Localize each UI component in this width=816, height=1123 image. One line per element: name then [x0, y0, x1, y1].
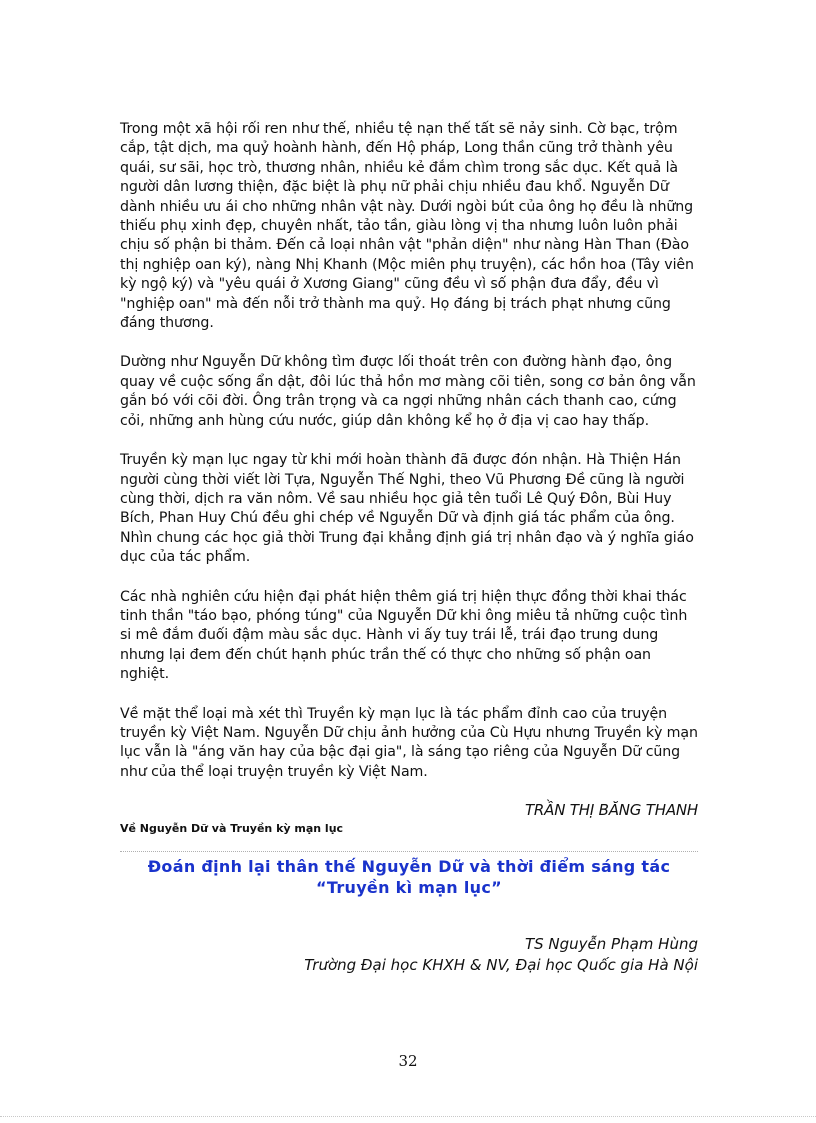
page-number: 32	[398, 1052, 418, 1070]
article-byline: TS Nguyễn Phạm Hùng	[524, 935, 698, 953]
page-bottom-divider	[0, 1116, 816, 1117]
article-affiliation: Trường Đại học KHXH & NV, Đại học Quốc gia Hà Nội	[304, 956, 698, 974]
paragraph-5: Về mặt thể loại mà xét thì Truyền kỳ mạn lục là tác phẩm đỉnh cao của truyện truyền kỳ Việt Nam. Nguyễn Dữ chịu ảnh hưởng của Cù Hựu nhưng Truyền kỳ mạn lục vẫn là "áng văn hay của bậc đại gia", là sáng tạo riêng của Nguyễn Dữ cũng như của thể loại truyện truyền kỳ Việt Nam.	[120, 705, 698, 780]
paragraph-1: Trong một xã hội rối ren như thế, nhiều tệ nạn thế tất sẽ nảy sinh. Cờ bạc, trộm cắp, tật dịch, ma quỷ hoành hành, đến Hộ pháp, Long thần cũng trở thành yêu quái, sư sãi, học trò, thương nhân, nhiều kẻ đắm chìm trong sắc dục. Kết quả là người dân lương thiện, đặc biệt là phụ nữ phải chịu nhiều đau khổ. Nguyễn Dữ dành nhiều ưu ái cho những nhân vật này. Dưới ngòi bút của ông họ đều là những thiếu phụ xinh đẹp, chuyên nhất, tảo tần, giàu lòng vị tha nhưng luôn luôn phải chịu số phận bi thảm. Đến cả loại nhân vật "phản diện" như nàng Hàn Than (Đào thị nghiệp oan ký), nàng Nhị Khanh (Mộc miên phụ truyện), các hồn hoa (Tây viên kỳ ngộ ký) và "yêu quái ở Xương Giang" cũng đều vì số phận đưa đẩy, đều vì "nghiệp oan" mà đến nỗi trở thành ma quỷ. Họ đáng bị trách phạt nhưng cũng đáng thương.	[120, 121, 694, 332]
article-title	[120, 856, 698, 898]
paragraph-3: Truyền kỳ mạn lục ngay từ khi mới hoàn thành đã được đón nhận. Hà Thiện Hán người cùng thời viết lời Tựa, Nguyễn Thế Nghi, theo Vũ Phương Đề cũng là người cùng thời, dịch ra văn nôm. Về sau nhiều học giả tên tuổi Lê Quý Đôn, Bùi Huy Bích, Phan Huy Chú đều ghi chép về Nguyễn Dữ và định giá tác phẩm của ông. Nhìn chung các học giả thời Trung đại khẳng định giá trị nhân đạo và ý nghĩa giáo dục của tác phẩm.	[120, 452, 694, 566]
paragraph-2: Dường như Nguyễn Dữ không tìm được lối thoát trên con đường hành đạo, ông quay về cuộc sống ẩn dật, đôi lúc thả hồn mơ màng cõi tiên, song cơ bản ông vẫn gắn bó với cõi đời. Ông trân trọng và ca ngợi những nhân cách thanh cao, cứng cỏi, những anh hùng cứu nước, giúp dân không kể họ ở địa vị cao hay thấp.	[120, 354, 696, 429]
article-body	[120, 120, 698, 802]
article-title-line-2: “Truyền kì mạn lục”	[316, 878, 502, 897]
paragraph-4: Các nhà nghiên cứu hiện đại phát hiện thêm giá trị hiện thực đồng thời khai thác tinh thần "táo bạo, phóng túng" của Nguyễn Dữ khi ông miêu tả những cuộc tình si mê đắm đuối đậm màu sắc dục. Hành vi ấy tuy trái lễ, trái đạo trung dung nhưng lại đem đến chút hạnh phúc trần thế có thực cho những số phận oan nghiệt.	[120, 588, 688, 683]
section-divider	[120, 851, 698, 852]
source-reference: Về Nguyễn Dữ và Truyền kỳ mạn lục	[120, 822, 344, 835]
article-title-line-1: Đoán định lại thân thế Nguyễn Dữ và thời điểm sáng tác	[147, 857, 671, 876]
author-signature: TRẦN THỊ BĂNG THANH	[524, 801, 698, 819]
